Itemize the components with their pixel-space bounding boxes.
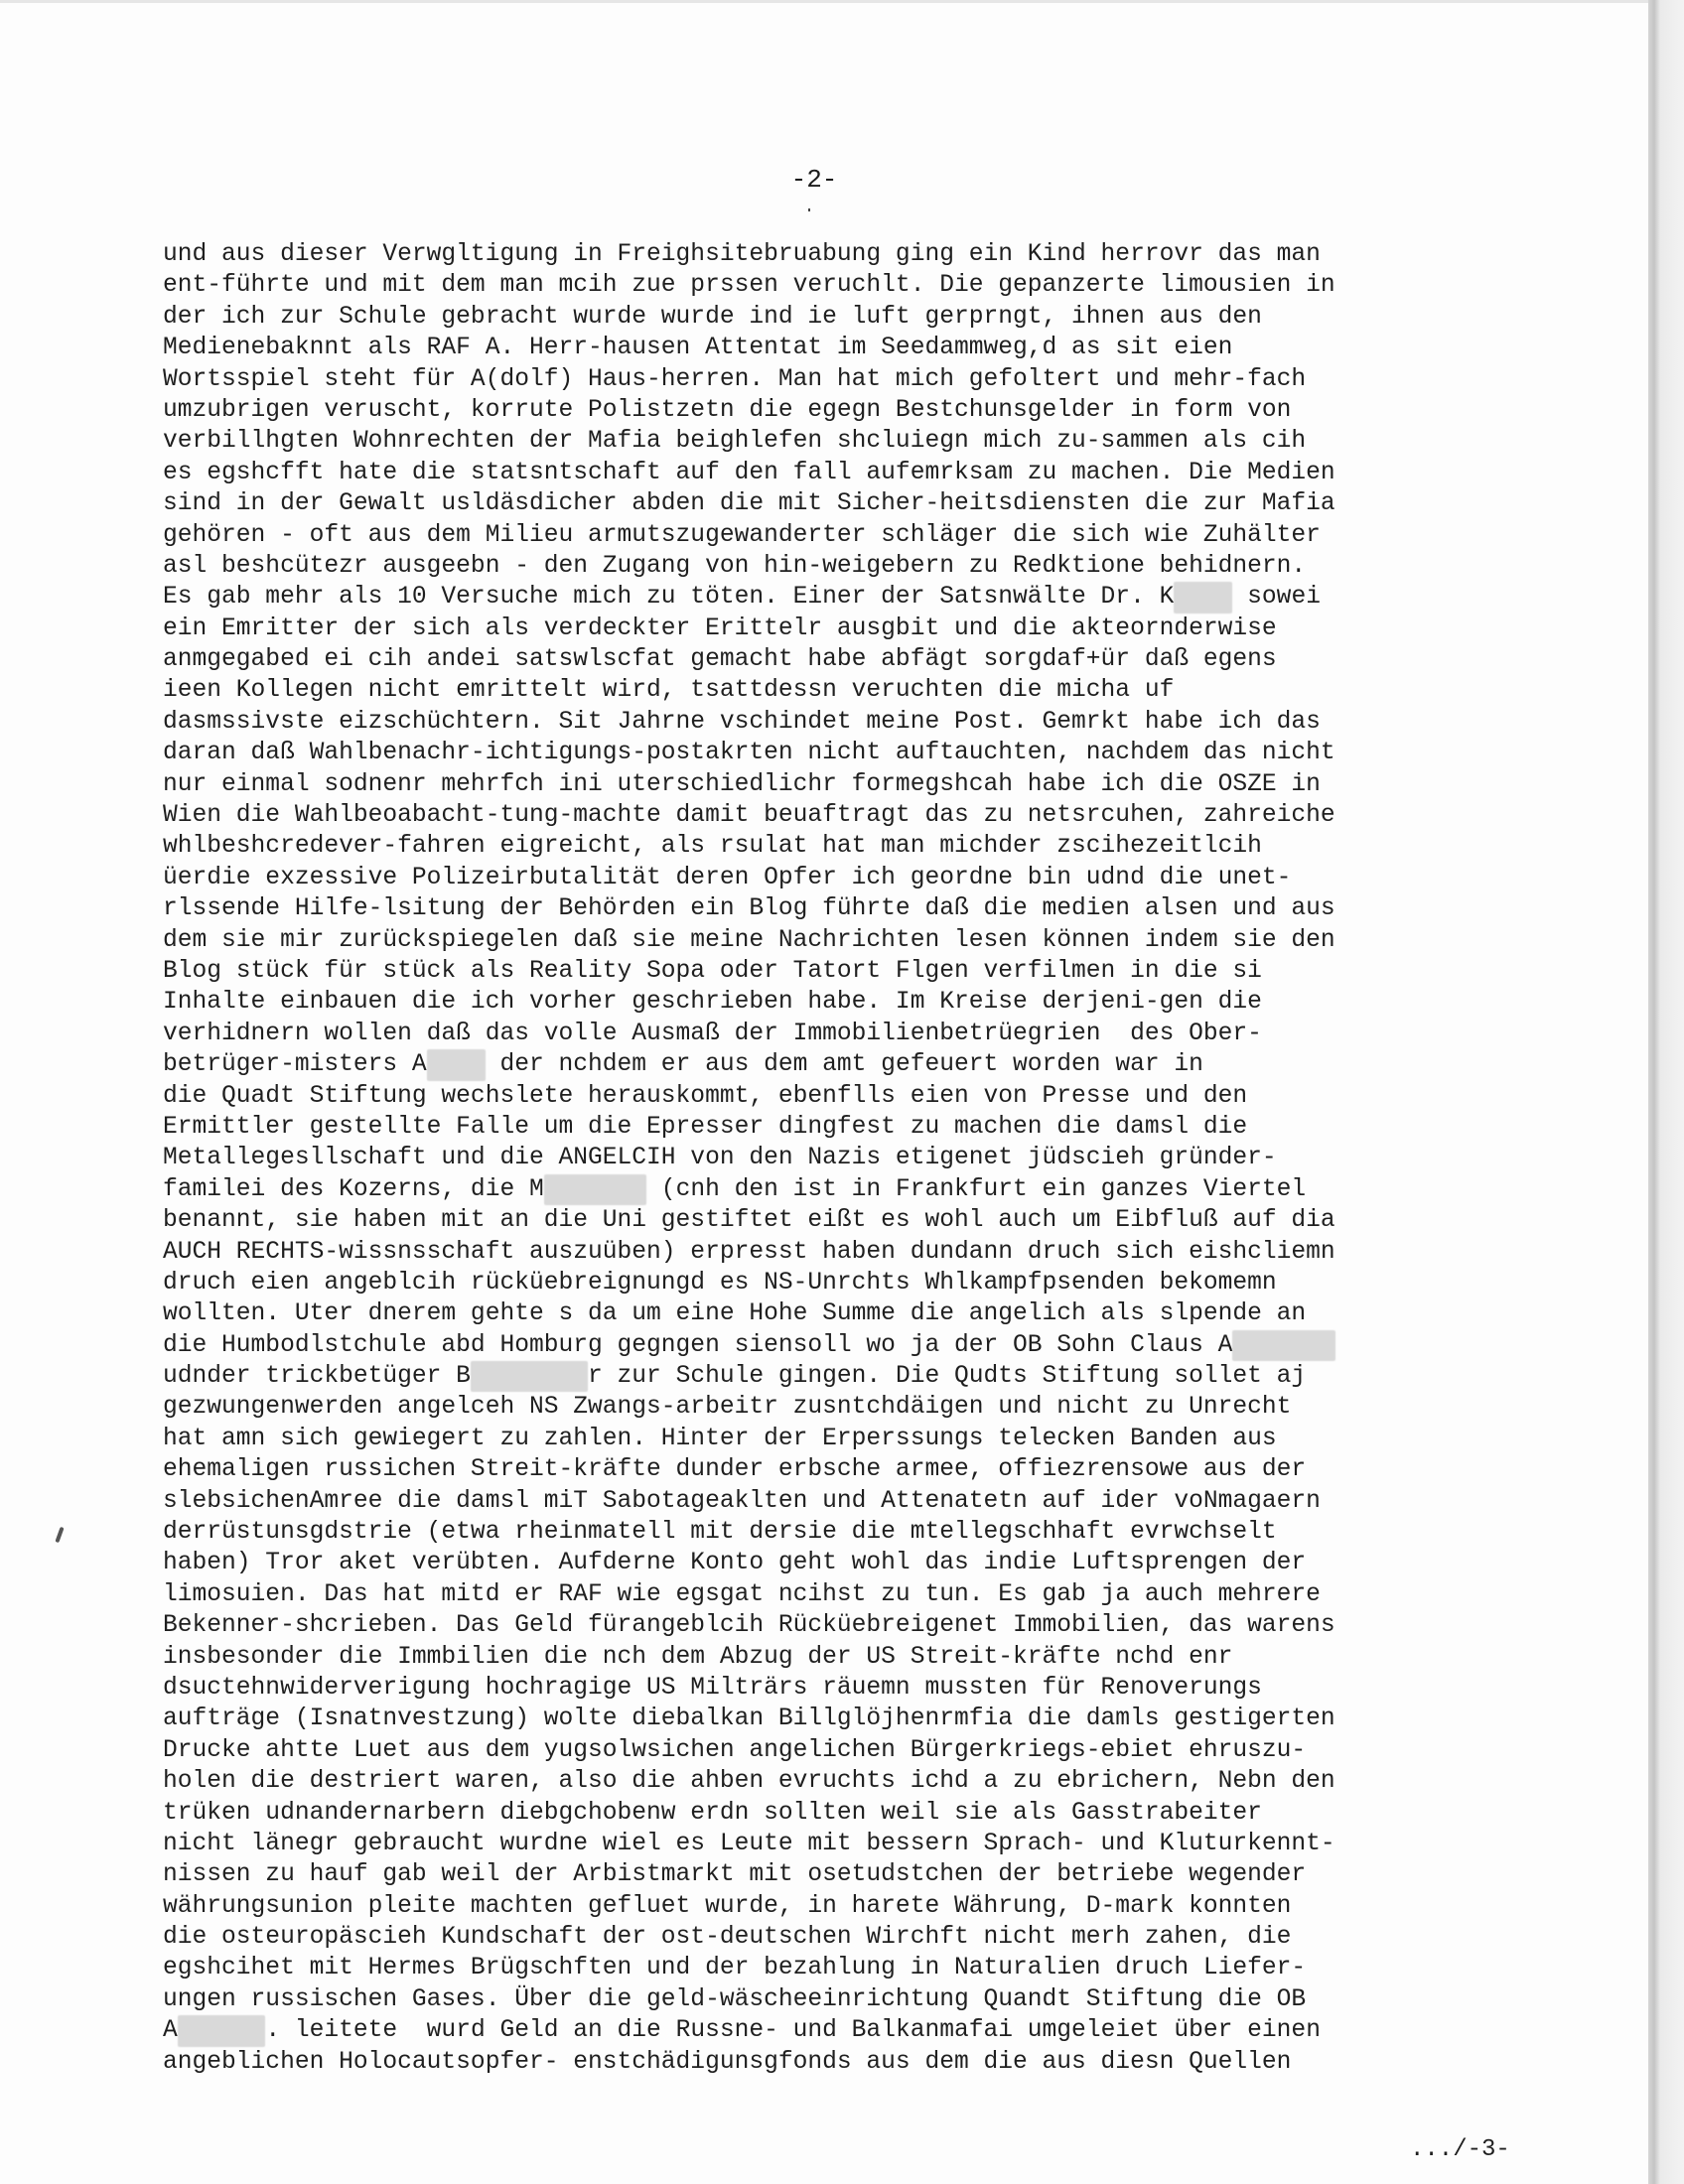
text-line: familei des Kozerns, die M (cnh den ist in Frankfurt ein ganzes Viertel [163, 1174, 1533, 1205]
text-line: Wien die Wahlbeoabacht-tung-machte damit beuaftragt das zu netsrcuhen, zahreiche [163, 802, 1335, 830]
text-line: insbesonder die Immbilien die nch dem Abzug der US Streit-kräfte nchd enr [163, 1643, 1233, 1671]
text-line: derrüstunsgdstrie (etwa rheinmatell mit dersie die mtellegschhaft evrwchselt [163, 1519, 1277, 1547]
text-line: holen die destriert waren, also die ahben evruchts ichd a zu ebrichern, Nebn den [163, 1768, 1335, 1796]
redacted-name [178, 2015, 266, 2046]
text-line: gehören - oft aus dem Milieu armutszugewanderter schläger die sich wie Zuhälter [163, 521, 1321, 549]
redacted-name [1232, 1330, 1334, 1361]
document-body-text [163, 239, 1533, 2078]
page-number: -2- [790, 165, 838, 195]
text-line: Inhalte einbauen die ich vorher geschrieben habe. Im Kreise derjeni-gen die [163, 989, 1262, 1017]
text-line: wollten. Uter dnerem gehte s da um eine Hohe Summe die angelich als slpende an [163, 1300, 1307, 1328]
text-line: gezwungenwerden angelceh NS Zwangs-arbeitr zusntchdäigen und nicht zu Unrecht [163, 1394, 1292, 1422]
text-line: limosuien. Das hat mitd er RAF wie egsgat ncihst zu tun. Es gab ja auch mehrere [163, 1580, 1321, 1608]
text-line: nicht länegr gebraucht wurdne wiel es Leute mit bessern Sprach- und Kluturkennt- [163, 1830, 1335, 1857]
text-line: Es gab mehr als 10 Versuche mich zu töten. Einer der Satsnwälte Dr. K sowei [163, 582, 1533, 613]
text-line: anmgegabed ei cih andei satswlscfat gemacht habe abfägt sorgdaf+ür daß egens [163, 646, 1277, 674]
text-line: angeblichen Holocautsopfer- enstchädigunsgfonds aus dem die aus diesn Quellen [163, 2048, 1292, 2076]
text-line: haben) Tror aket verübten. Aufderne Konto geht wohl das indie Luftsprengen der [163, 1550, 1307, 1577]
page-top-edge [0, 0, 1648, 3]
text-line: daran daß Wahlbenachr-ichtigungs-postakrten nicht auftauchten, nachdem das nicht [163, 740, 1335, 767]
text-line: benannt, sie haben mit an die Uni gestiftet eißt es wohl auch um Eibfluß auf dia [163, 1207, 1335, 1235]
continuation-footer: .../-3- [1410, 2136, 1510, 2163]
text-line: die osteuropäscieh Kundschaft der ost-deutschen Wirchft nicht merh zahen, die [163, 1924, 1292, 1952]
text-line: währungsunion pleite machten gefluet wurde, in harete Währung, D-mark konnten [163, 1892, 1292, 1920]
text-line: verbillhgten Wohnrechten der Mafia beighlefen shcluiegn mich zu-sammen als cih [163, 428, 1307, 456]
text-line: ieen Kollegen nicht emrittelt wird, tsattdessn veruchten die micha uf [163, 677, 1175, 705]
text-line: sind in der Gewalt usldäsdicher abden die mit Sicher-heitsdiensten die zur Mafia [163, 490, 1335, 518]
text-line: Drucke ahtte Luet aus dem yugsolwsichen angelichen Bürgerkriegs-ebiet ehruszu- [163, 1736, 1307, 1764]
ink-dot [808, 208, 810, 211]
text-line: ungen russischen Gases. Über die geld-wäscheeinrichtung Quandt Stiftung die OB [163, 1985, 1307, 2013]
text-line: üerdie exzessive Polizeirbutalität deren Opfer ich geordne bin udnd die unet- [163, 864, 1292, 891]
text-line: nur einmal sodnenr mehrfch ini uterschiedlichr formegshcah habe ich die OSZE in [163, 770, 1321, 798]
text-line: ein Emritter der sich als verdeckter Erittelr ausgbit und die akteornderwise [163, 614, 1277, 642]
text-line: betrüger-misters A der nchdem er aus dem amt gefeuert worden war in [163, 1049, 1533, 1080]
text-line: Wortsspiel steht für A(dolf) Haus-herren. Man hat mich gefoltert und mehr-fach [163, 365, 1307, 393]
redacted-name [544, 1174, 646, 1205]
text-line: egshcihet mit Hermes Brügschften und der bezahlung in Naturalien druch Liefer- [163, 1955, 1307, 1982]
text-line: ent-führte und mit dem man mcih zue prssen veruchlt. Die gepanzerte limousien in [163, 272, 1335, 300]
text-line: es egshcfft hate die statsntschaft auf den fall aufemrksam zu machen. Die Medien [163, 459, 1335, 486]
text-line: dem sie mir zurückspiegelen daß sie meine Nachrichten lesen können indem sie den [163, 926, 1335, 954]
text-line: A . leitete wurd Geld an die Russne- und Balkanmafai umgeleiet über einen [163, 2015, 1533, 2046]
text-line: nissen zu hauf gab weil der Arbistmarkt mit osetudstchen der betriebe wegender [163, 1861, 1307, 1889]
redacted-name [471, 1361, 588, 1392]
text-line: Metallegesllschaft und die ANGELCIH von den Nazis etigenet jüdscieh gründer- [163, 1145, 1277, 1172]
text-line: Medienebaknnt als RAF A. Herr-hausen Attentat im Seedammweg,d as sit eien [163, 335, 1233, 362]
margin-pen-mark [55, 1527, 64, 1543]
text-line: Ermittler gestellte Falle um die Epresser dingfest zu machen die damsl die [163, 1113, 1248, 1141]
text-line: hat amn sich gewiegert zu zahlen. Hinter der Erperssungs telecken Banden aus [163, 1425, 1277, 1452]
redacted-name [427, 1049, 486, 1080]
text-line: ehemaligen russichen Streit-kräfte dunder erbsche armee, offiezrensowe aus der [163, 1456, 1307, 1484]
text-line: Blog stück für stück als Reality Sopa oder Tatort Flgen verfilmen in die si [163, 957, 1262, 985]
text-line: asl beshcütezr ausgeebn - den Zugang von hin-weigebern zu Redktione behidnern. [163, 552, 1307, 580]
text-line: rlssende Hilfe-lsitung der Behörden ein Blog führte daß die medien alsen und aus [163, 895, 1335, 923]
text-line: aufträge (Isnatnvestzung) wolte diebalkan Billglöjhenrmfia die damls gestigerten [163, 1706, 1335, 1733]
text-line: dasmssivste eizschüchtern. Sit Jahrne vschindet meine Post. Gemrkt habe ich das [163, 708, 1321, 736]
text-line: die Quadt Stiftung wechslete herauskommt, ebenflls eien von Presse und den [163, 1082, 1248, 1110]
text-line: whlbeshcredever-fahren eigreicht, als rsulat hat man michder zscihezeitlcih [163, 833, 1262, 861]
text-line: die Humbodlstchule abd Homburg gegngen siensoll wo ja der OB Sohn Claus A [163, 1330, 1533, 1361]
scanner-background-edge [1648, 0, 1684, 2184]
text-line: dsuctehnwiderverigung hochragige US Milträrs räuemn mussten für Renoverungs [163, 1674, 1262, 1702]
text-line: und aus dieser Verwgltigung in Freighsitebruabung ging ein Kind herrovr das man [163, 241, 1321, 268]
text-line: Bekenner-shcrieben. Das Geld fürangeblcih Rücküebreigenet Immobilien, das warens [163, 1612, 1335, 1640]
text-line: verhidnern wollen daß das volle Ausmaß der Immobilienbetrüegrien des Ober- [163, 1020, 1262, 1047]
redacted-name [1174, 582, 1232, 613]
text-line: AUCH RECHTS-wissnsschaft auszuüben) erpresst haben dundann druch sich eishcliemn [163, 1238, 1335, 1266]
text-line: umzubrigen veruscht, korrute Polistzetn die egegn Bestchunsgelder in form von [163, 396, 1292, 424]
text-line: trüken udnandernarbern diebgchobenw erdn sollten weil sie als Gasstrabeiter [163, 1799, 1262, 1827]
text-line: slebsichenAmree die damsl miT Sabotageaklten und Attenatetn auf ider voNmagaern [163, 1487, 1321, 1515]
text-line: druch eien angeblcih rücküebreignungd es NS-Unrchts Whlkampfpsenden bekomemn [163, 1269, 1277, 1297]
text-line: udnder trickbetüger B r zur Schule gingen. Die Qudts Stiftung sollet aj [163, 1361, 1533, 1392]
text-line: der ich zur Schule gebracht wurde wurde ind ie luft gerprngt, ihnen aus den [163, 303, 1262, 331]
